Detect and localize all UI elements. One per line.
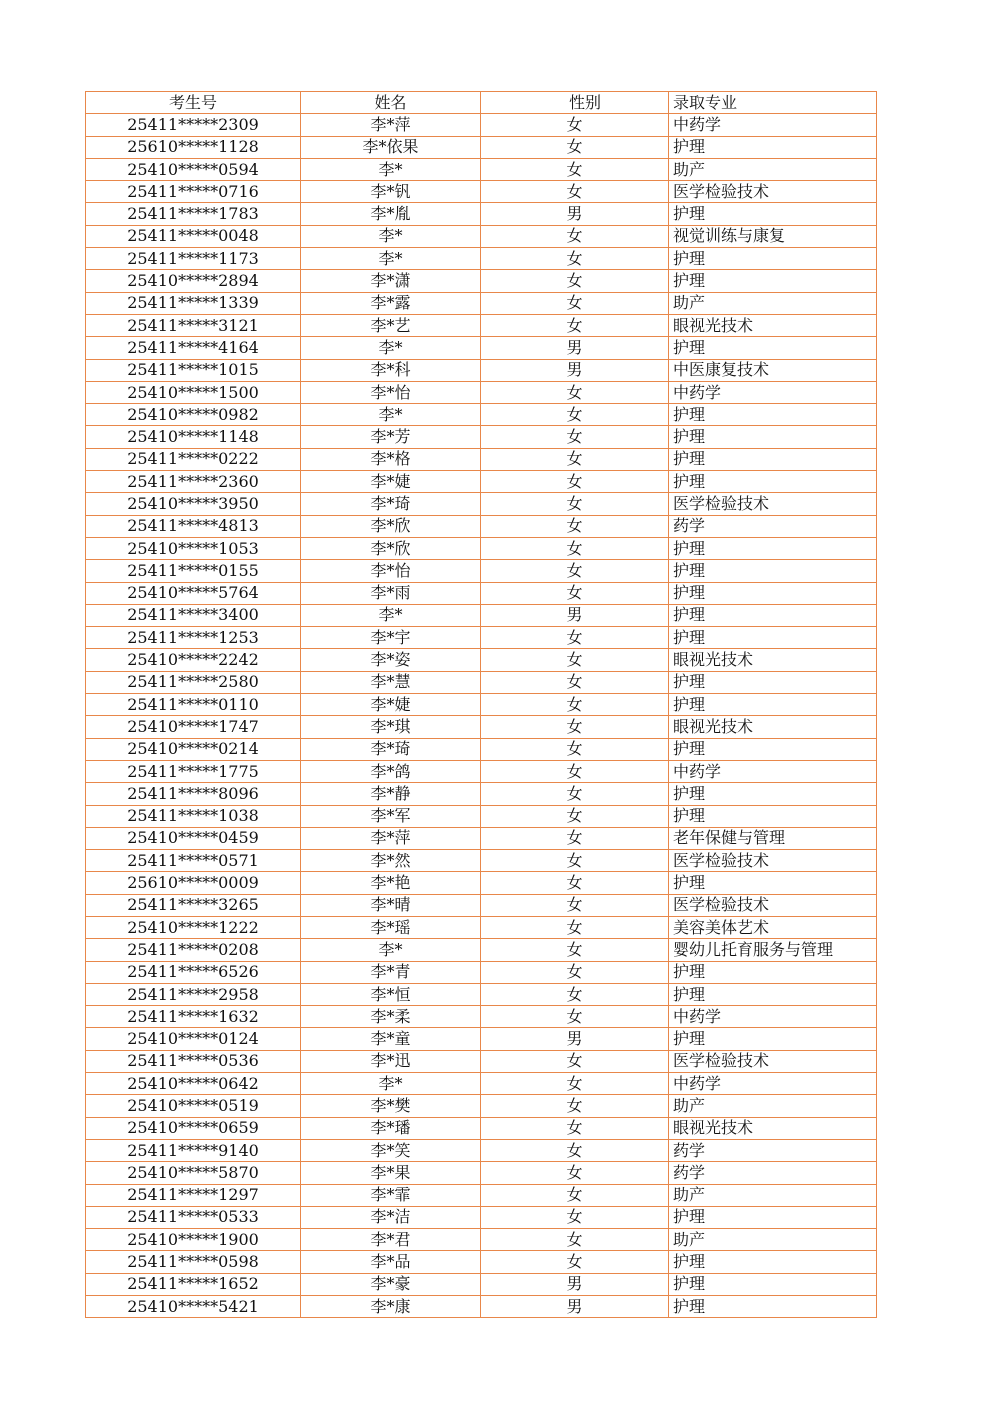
- table-row: [86, 225, 877, 247]
- cell-name: 李*笑: [301, 1139, 481, 1161]
- cell-gender: 女: [481, 716, 669, 738]
- cell-name: 李*: [301, 939, 481, 961]
- cell-gender: 女: [481, 738, 669, 760]
- cell-exam-number: 25410*****3950: [86, 493, 301, 515]
- table-header: [86, 92, 877, 114]
- header-gender: 性别: [481, 92, 669, 114]
- cell-exam-number: 25610*****0009: [86, 872, 301, 894]
- cell-major: 护理: [669, 1251, 877, 1273]
- table-row: [86, 1139, 877, 1161]
- cell-exam-number: 25410*****0124: [86, 1028, 301, 1050]
- cell-name: 李*果: [301, 1162, 481, 1184]
- table-row: [86, 493, 877, 515]
- cell-gender: 女: [481, 448, 669, 470]
- cell-exam-number: 25411*****1339: [86, 292, 301, 314]
- cell-major: 助产: [669, 292, 877, 314]
- table-row: [86, 1296, 877, 1318]
- cell-major: 护理: [669, 783, 877, 805]
- cell-gender: 女: [481, 471, 669, 493]
- cell-major: 护理: [669, 203, 877, 225]
- table-row: [86, 381, 877, 403]
- table-row: [86, 314, 877, 336]
- cell-exam-number: 25411*****1783: [86, 203, 301, 225]
- cell-exam-number: 25411*****0536: [86, 1050, 301, 1072]
- cell-gender: 女: [481, 983, 669, 1005]
- cell-name: 李*: [301, 158, 481, 180]
- table-row: [86, 961, 877, 983]
- cell-gender: 女: [481, 827, 669, 849]
- table-row: [86, 850, 877, 872]
- cell-gender: 女: [481, 1206, 669, 1228]
- table-row: [86, 738, 877, 760]
- table-row: [86, 1251, 877, 1273]
- cell-name: 李*: [301, 404, 481, 426]
- table-row: [86, 582, 877, 604]
- cell-exam-number: 25411*****6526: [86, 961, 301, 983]
- cell-name: 李*青: [301, 961, 481, 983]
- table-row: [86, 983, 877, 1005]
- cell-gender: 女: [481, 1139, 669, 1161]
- table-row: [86, 1162, 877, 1184]
- cell-name: 李*军: [301, 805, 481, 827]
- cell-name: 李*芳: [301, 426, 481, 448]
- cell-name: 李*: [301, 337, 481, 359]
- cell-exam-number: 25410*****1148: [86, 426, 301, 448]
- table-row: [86, 203, 877, 225]
- admission-table: [85, 91, 877, 1318]
- cell-major: 护理: [669, 1273, 877, 1295]
- cell-exam-number: 25411*****1632: [86, 1006, 301, 1028]
- cell-major: 医学检验技术: [669, 1050, 877, 1072]
- cell-exam-number: 25411*****2958: [86, 983, 301, 1005]
- table-row: [86, 537, 877, 559]
- table-row: [86, 560, 877, 582]
- header-exam-number: 考生号: [86, 92, 301, 114]
- cell-name: 李*康: [301, 1296, 481, 1318]
- table-row: [86, 872, 877, 894]
- table-row: [86, 1273, 877, 1295]
- cell-gender: 女: [481, 760, 669, 782]
- cell-name: 李*怡: [301, 560, 481, 582]
- cell-exam-number: 25411*****0155: [86, 560, 301, 582]
- cell-major: 护理: [669, 627, 877, 649]
- cell-name: 李*依果: [301, 136, 481, 158]
- cell-exam-number: 25411*****1173: [86, 248, 301, 270]
- table-row: [86, 604, 877, 626]
- cell-major: 护理: [669, 694, 877, 716]
- cell-gender: 女: [481, 314, 669, 336]
- cell-name: 李*怡: [301, 381, 481, 403]
- cell-gender: 女: [481, 560, 669, 582]
- cell-exam-number: 25410*****0982: [86, 404, 301, 426]
- cell-major: 助产: [669, 1095, 877, 1117]
- cell-exam-number: 25410*****1222: [86, 916, 301, 938]
- cell-major: 护理: [669, 537, 877, 559]
- cell-major: 护理: [669, 1206, 877, 1228]
- cell-name: 李*柔: [301, 1006, 481, 1028]
- cell-major: 护理: [669, 448, 877, 470]
- cell-major: 助产: [669, 158, 877, 180]
- cell-name: 李*欣: [301, 515, 481, 537]
- table-row: [86, 894, 877, 916]
- cell-name: 李*: [301, 248, 481, 270]
- table-row: [86, 1229, 877, 1251]
- cell-name: 李*宇: [301, 627, 481, 649]
- cell-gender: 女: [481, 1050, 669, 1072]
- cell-gender: 女: [481, 850, 669, 872]
- header-major: 录取专业: [669, 92, 877, 114]
- cell-exam-number: 25410*****2242: [86, 649, 301, 671]
- table-row: [86, 805, 877, 827]
- cell-exam-number: 25411*****1652: [86, 1273, 301, 1295]
- cell-gender: 女: [481, 537, 669, 559]
- cell-exam-number: 25411*****9140: [86, 1139, 301, 1161]
- cell-name: 李*璠: [301, 1117, 481, 1139]
- cell-gender: 女: [481, 694, 669, 716]
- cell-gender: 女: [481, 515, 669, 537]
- cell-major: 护理: [669, 1296, 877, 1318]
- cell-name: 李*鸽: [301, 760, 481, 782]
- cell-exam-number: 25410*****0459: [86, 827, 301, 849]
- cell-gender: 女: [481, 381, 669, 403]
- table-row: [86, 716, 877, 738]
- table-row: [86, 114, 877, 136]
- cell-major: 医学检验技术: [669, 181, 877, 203]
- cell-exam-number: 25411*****0716: [86, 181, 301, 203]
- table-row: [86, 158, 877, 180]
- cell-name: 李*瑶: [301, 916, 481, 938]
- cell-name: 李*迅: [301, 1050, 481, 1072]
- cell-name: 李*: [301, 1073, 481, 1095]
- cell-major: 护理: [669, 961, 877, 983]
- cell-name: 李*潇: [301, 270, 481, 292]
- cell-exam-number: 25410*****5870: [86, 1162, 301, 1184]
- cell-major: 护理: [669, 471, 877, 493]
- cell-exam-number: 25411*****0571: [86, 850, 301, 872]
- table-row: [86, 916, 877, 938]
- table-row: [86, 827, 877, 849]
- cell-major: 医学检验技术: [669, 894, 877, 916]
- cell-gender: 女: [481, 248, 669, 270]
- table-row: [86, 1184, 877, 1206]
- cell-major: 护理: [669, 671, 877, 693]
- cell-name: 李*樊: [301, 1095, 481, 1117]
- table-row: [86, 1206, 877, 1228]
- table-row: [86, 426, 877, 448]
- cell-gender: 女: [481, 426, 669, 448]
- cell-major: 护理: [669, 983, 877, 1005]
- cell-major: 中药学: [669, 1073, 877, 1095]
- table-row: [86, 649, 877, 671]
- cell-exam-number: 25411*****0110: [86, 694, 301, 716]
- cell-major: 眼视光技术: [669, 314, 877, 336]
- cell-gender: 女: [481, 1251, 669, 1273]
- cell-gender: 男: [481, 1296, 669, 1318]
- cell-major: 老年保健与管理: [669, 827, 877, 849]
- table-row: [86, 337, 877, 359]
- cell-gender: 男: [481, 203, 669, 225]
- table-row: [86, 1006, 877, 1028]
- cell-major: 护理: [669, 248, 877, 270]
- cell-gender: 女: [481, 649, 669, 671]
- table-row: [86, 292, 877, 314]
- cell-exam-number: 25410*****0642: [86, 1073, 301, 1095]
- cell-gender: 女: [481, 114, 669, 136]
- table-row: [86, 515, 877, 537]
- cell-gender: 女: [481, 1117, 669, 1139]
- cell-exam-number: 25410*****1500: [86, 381, 301, 403]
- cell-gender: 女: [481, 404, 669, 426]
- cell-major: 护理: [669, 426, 877, 448]
- table-row: [86, 404, 877, 426]
- cell-major: 眼视光技术: [669, 716, 877, 738]
- cell-gender: 女: [481, 292, 669, 314]
- table-row: [86, 671, 877, 693]
- table-row: [86, 471, 877, 493]
- cell-major: 护理: [669, 404, 877, 426]
- cell-gender: 女: [481, 916, 669, 938]
- cell-exam-number: 25411*****0222: [86, 448, 301, 470]
- cell-gender: 女: [481, 894, 669, 916]
- cell-exam-number: 25411*****1038: [86, 805, 301, 827]
- cell-exam-number: 25410*****0659: [86, 1117, 301, 1139]
- table-row: [86, 359, 877, 381]
- cell-name: 李*豪: [301, 1273, 481, 1295]
- cell-exam-number: 25410*****5421: [86, 1296, 301, 1318]
- cell-gender: 女: [481, 270, 669, 292]
- table-row: [86, 248, 877, 270]
- table-row: [86, 1117, 877, 1139]
- cell-gender: 女: [481, 1006, 669, 1028]
- cell-major: 护理: [669, 136, 877, 158]
- cell-name: 李*姿: [301, 649, 481, 671]
- table-row: [86, 760, 877, 782]
- cell-name: 李*艺: [301, 314, 481, 336]
- cell-major: 护理: [669, 738, 877, 760]
- cell-gender: 男: [481, 604, 669, 626]
- cell-exam-number: 25411*****0048: [86, 225, 301, 247]
- cell-name: 李*静: [301, 783, 481, 805]
- cell-gender: 女: [481, 1162, 669, 1184]
- cell-major: 眼视光技术: [669, 649, 877, 671]
- cell-name: 李*欣: [301, 537, 481, 559]
- cell-name: 李*然: [301, 850, 481, 872]
- cell-gender: 女: [481, 158, 669, 180]
- cell-exam-number: 25411*****1775: [86, 760, 301, 782]
- cell-major: 药学: [669, 515, 877, 537]
- cell-name: 李*琦: [301, 738, 481, 760]
- cell-name: 李*萍: [301, 114, 481, 136]
- cell-gender: 女: [481, 1229, 669, 1251]
- cell-gender: 女: [481, 493, 669, 515]
- cell-gender: 女: [481, 939, 669, 961]
- cell-name: 李*艳: [301, 872, 481, 894]
- cell-name: 李*童: [301, 1028, 481, 1050]
- cell-gender: 女: [481, 582, 669, 604]
- cell-major: 护理: [669, 337, 877, 359]
- cell-gender: 男: [481, 1273, 669, 1295]
- cell-name: 李*露: [301, 292, 481, 314]
- table-row: [86, 270, 877, 292]
- cell-name: 李*萍: [301, 827, 481, 849]
- cell-exam-number: 25411*****2360: [86, 471, 301, 493]
- cell-major: 医学检验技术: [669, 850, 877, 872]
- cell-major: 眼视光技术: [669, 1117, 877, 1139]
- cell-major: 护理: [669, 872, 877, 894]
- cell-name: 李*恒: [301, 983, 481, 1005]
- cell-name: 李*琪: [301, 716, 481, 738]
- table-row: [86, 627, 877, 649]
- cell-major: 药学: [669, 1139, 877, 1161]
- cell-gender: 女: [481, 225, 669, 247]
- cell-name: 李*琦: [301, 493, 481, 515]
- cell-name: 李*晴: [301, 894, 481, 916]
- cell-exam-number: 25411*****4813: [86, 515, 301, 537]
- cell-name: 李*: [301, 225, 481, 247]
- table-row: [86, 939, 877, 961]
- cell-exam-number: 25411*****2580: [86, 671, 301, 693]
- cell-exam-number: 25410*****0214: [86, 738, 301, 760]
- cell-name: 李*霏: [301, 1184, 481, 1206]
- cell-gender: 女: [481, 671, 669, 693]
- cell-gender: 男: [481, 1028, 669, 1050]
- cell-name: 李*婕: [301, 694, 481, 716]
- cell-exam-number: 25411*****1253: [86, 627, 301, 649]
- cell-gender: 女: [481, 961, 669, 983]
- cell-name: 李*洁: [301, 1206, 481, 1228]
- cell-exam-number: 25411*****8096: [86, 783, 301, 805]
- cell-major: 助产: [669, 1184, 877, 1206]
- table-row: [86, 181, 877, 203]
- cell-exam-number: 25610*****1128: [86, 136, 301, 158]
- cell-gender: 男: [481, 337, 669, 359]
- cell-major: 中医康复技术: [669, 359, 877, 381]
- table-row: [86, 783, 877, 805]
- cell-name: 李*钒: [301, 181, 481, 203]
- cell-major: 助产: [669, 1229, 877, 1251]
- cell-exam-number: 25411*****1297: [86, 1184, 301, 1206]
- cell-exam-number: 25411*****2309: [86, 114, 301, 136]
- cell-major: 婴幼儿托育服务与管理: [669, 939, 877, 961]
- cell-exam-number: 25411*****1015: [86, 359, 301, 381]
- cell-exam-number: 25410*****0519: [86, 1095, 301, 1117]
- cell-gender: 男: [481, 359, 669, 381]
- cell-major: 中药学: [669, 381, 877, 403]
- cell-name: 李*胤: [301, 203, 481, 225]
- cell-exam-number: 25411*****0208: [86, 939, 301, 961]
- cell-name: 李*慧: [301, 671, 481, 693]
- header-row: [86, 92, 877, 114]
- cell-gender: 女: [481, 1184, 669, 1206]
- cell-major: 视觉训练与康复: [669, 225, 877, 247]
- cell-name: 李*君: [301, 1229, 481, 1251]
- cell-exam-number: 25411*****0533: [86, 1206, 301, 1228]
- cell-exam-number: 25410*****1900: [86, 1229, 301, 1251]
- table-row: [86, 448, 877, 470]
- cell-gender: 女: [481, 872, 669, 894]
- cell-major: 护理: [669, 604, 877, 626]
- cell-exam-number: 25411*****3121: [86, 314, 301, 336]
- cell-exam-number: 25411*****3400: [86, 604, 301, 626]
- cell-major: 护理: [669, 582, 877, 604]
- cell-name: 李*科: [301, 359, 481, 381]
- cell-major: 中药学: [669, 760, 877, 782]
- cell-exam-number: 25410*****5764: [86, 582, 301, 604]
- cell-exam-number: 25411*****0598: [86, 1251, 301, 1273]
- cell-major: 医学检验技术: [669, 493, 877, 515]
- cell-gender: 女: [481, 1073, 669, 1095]
- cell-gender: 女: [481, 805, 669, 827]
- cell-name: 李*婕: [301, 471, 481, 493]
- cell-major: 护理: [669, 560, 877, 582]
- cell-name: 李*格: [301, 448, 481, 470]
- cell-name: 李*: [301, 604, 481, 626]
- table-row: [86, 1050, 877, 1072]
- cell-major: 中药学: [669, 1006, 877, 1028]
- cell-gender: 女: [481, 1095, 669, 1117]
- cell-exam-number: 25410*****0594: [86, 158, 301, 180]
- table-row: [86, 1095, 877, 1117]
- cell-exam-number: 25411*****3265: [86, 894, 301, 916]
- cell-exam-number: 25410*****2894: [86, 270, 301, 292]
- table-row: [86, 1028, 877, 1050]
- cell-major: 护理: [669, 805, 877, 827]
- table-row: [86, 694, 877, 716]
- cell-major: 护理: [669, 270, 877, 292]
- cell-major: 美容美体艺术: [669, 916, 877, 938]
- cell-gender: 女: [481, 783, 669, 805]
- cell-exam-number: 25410*****1053: [86, 537, 301, 559]
- cell-gender: 女: [481, 627, 669, 649]
- cell-exam-number: 25410*****1747: [86, 716, 301, 738]
- cell-name: 李*品: [301, 1251, 481, 1273]
- cell-exam-number: 25411*****4164: [86, 337, 301, 359]
- cell-gender: 女: [481, 136, 669, 158]
- table-row: [86, 1073, 877, 1095]
- table-row: [86, 136, 877, 158]
- cell-name: 李*雨: [301, 582, 481, 604]
- cell-gender: 女: [481, 181, 669, 203]
- cell-major: 药学: [669, 1162, 877, 1184]
- cell-major: 护理: [669, 1028, 877, 1050]
- cell-major: 中药学: [669, 114, 877, 136]
- header-name: 姓名: [301, 92, 481, 114]
- table-body: [86, 114, 877, 1318]
